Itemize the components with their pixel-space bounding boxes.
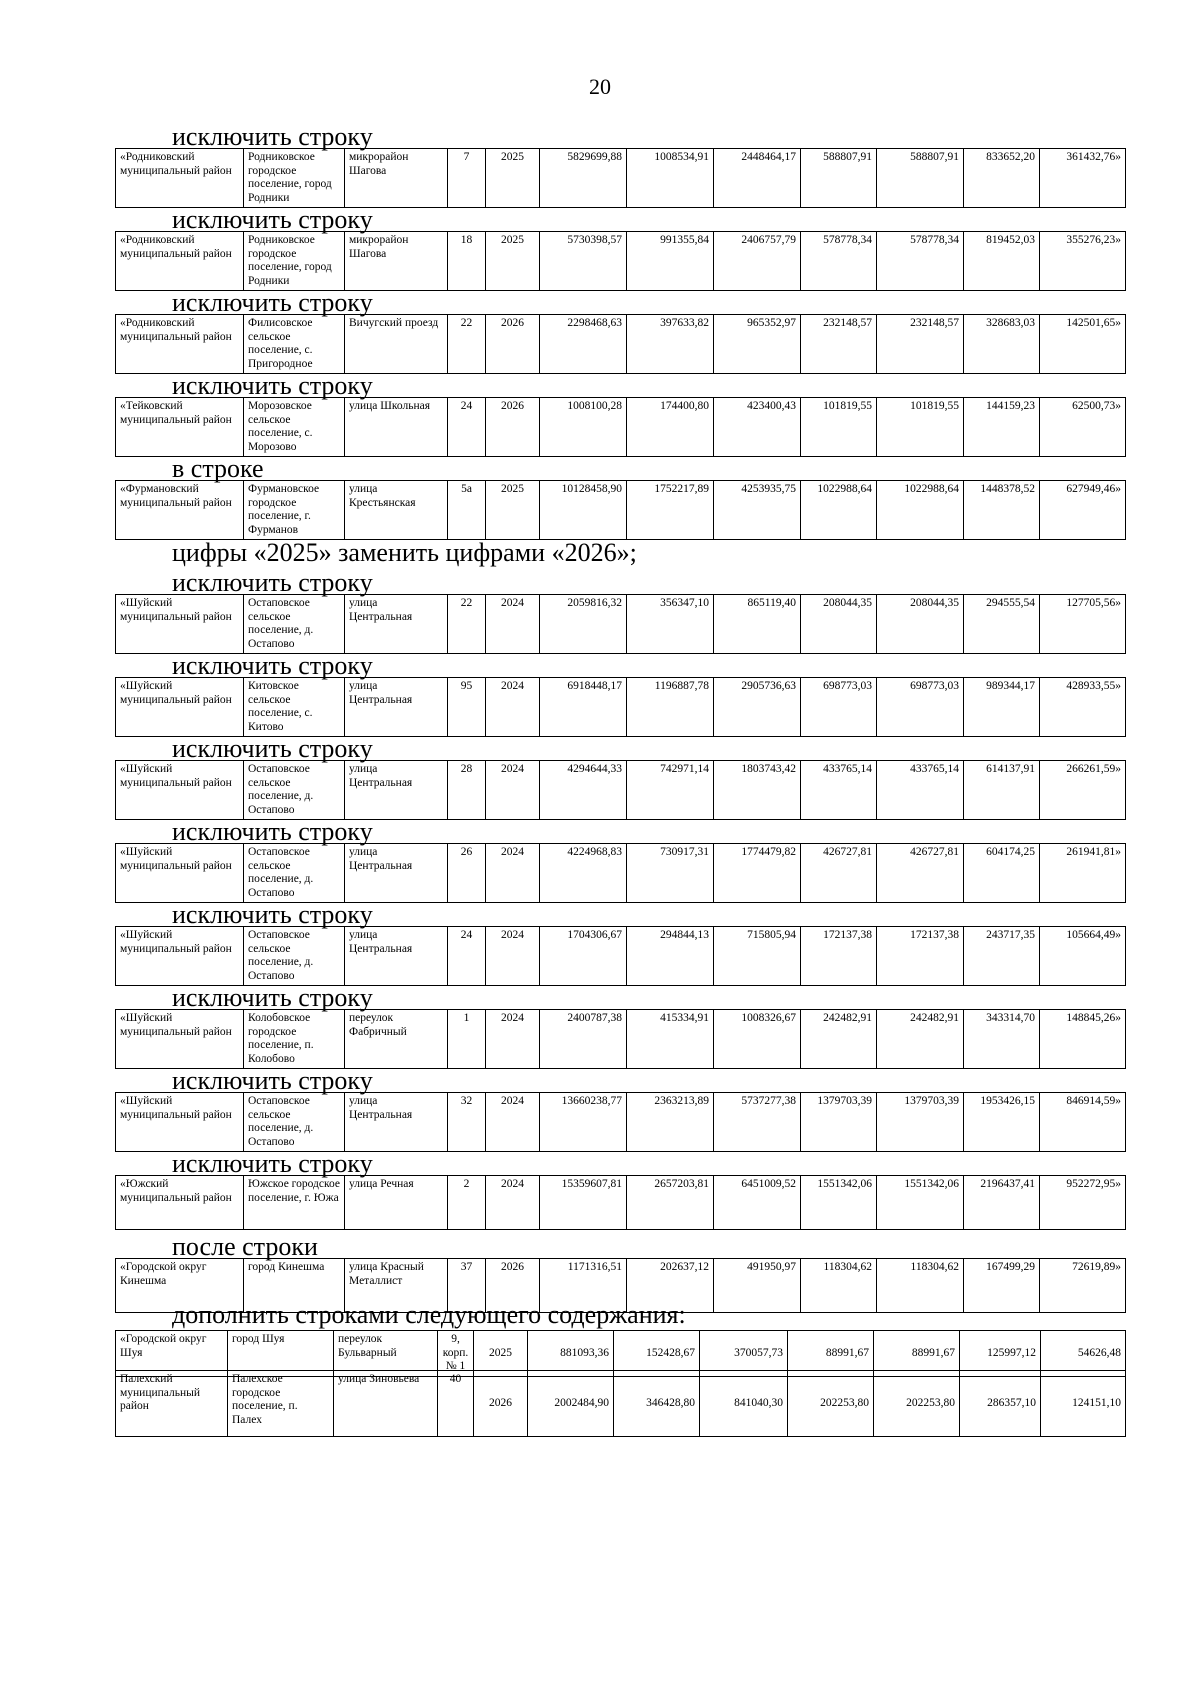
- table-cell: 95: [448, 678, 486, 737]
- table-cell: 118304,62: [801, 1259, 877, 1313]
- table-cell: 4294644,33: [540, 761, 627, 820]
- table-cell: 2026: [474, 1371, 528, 1437]
- table-cell: улица Речная: [345, 1176, 448, 1230]
- table-cell: 1: [448, 1010, 486, 1069]
- table-cell: 144159,23: [964, 398, 1040, 457]
- table-cell: 294555,54: [964, 595, 1040, 654]
- table-row: [116, 232, 1126, 291]
- table-row: [116, 315, 1126, 374]
- instruction-text: исключить строку: [172, 817, 373, 846]
- table-cell: 127705,56»: [1040, 595, 1126, 654]
- table-cell: 355276,23»: [1040, 232, 1126, 291]
- table-cell: 232148,57: [801, 315, 877, 374]
- table-cell: «Родниковский муниципальный район: [116, 232, 244, 291]
- instruction-text: исключить строку: [172, 1066, 373, 1095]
- table-cell: 2002484,90: [528, 1371, 614, 1437]
- table-cell: 1008100,28: [540, 398, 627, 457]
- table-cell: 1551342,06: [801, 1176, 877, 1230]
- table-cell: 2406757,79: [714, 232, 801, 291]
- table-cell: 952272,95»: [1040, 1176, 1126, 1230]
- table-cell: «Родниковский муниципальный район: [116, 149, 244, 208]
- table-cell: 370057,73: [700, 1331, 788, 1377]
- table-cell: 343314,70: [964, 1010, 1040, 1069]
- table-cell: Остаповское сельское поселение, д. Остапово: [244, 595, 345, 654]
- table-cell: 865119,40: [714, 595, 801, 654]
- table-cell: 833652,20: [964, 149, 1040, 208]
- table-cell: Филисовское сельское поселение, с. Пригородное: [244, 315, 345, 374]
- table-cell: 232148,57: [877, 315, 964, 374]
- table-cell: Родниковское городское поселение, город Родники: [244, 149, 345, 208]
- table-cell: «Шуйский муниципальный район: [116, 1093, 244, 1152]
- table-cell: 614137,91: [964, 761, 1040, 820]
- table-cell: 2905736,63: [714, 678, 801, 737]
- table-cell: 261941,81»: [1040, 844, 1126, 903]
- table-cell: 1196887,78: [627, 678, 714, 737]
- excluded-row-table: [115, 677, 1126, 737]
- table-cell: 18: [448, 232, 486, 291]
- table-cell: 491950,97: [714, 1259, 801, 1313]
- table-cell: 88991,67: [874, 1331, 960, 1377]
- table-cell: 698773,03: [877, 678, 964, 737]
- table-cell: 5829699,88: [540, 149, 627, 208]
- table-cell: 286357,10: [960, 1371, 1041, 1437]
- table-cell: улица Центральная: [345, 844, 448, 903]
- table-cell: 423400,43: [714, 398, 801, 457]
- table-cell: 604174,25: [964, 844, 1040, 903]
- excluded-row-table: [115, 397, 1126, 457]
- table-cell: 72619,89»: [1040, 1259, 1126, 1313]
- instruction-text: исключить строку: [172, 205, 373, 234]
- table-cell: 28: [448, 761, 486, 820]
- table-cell: переулок Бульварный: [334, 1331, 438, 1377]
- excluded-row-table: [115, 1175, 1126, 1230]
- excluded-row-table: [115, 148, 1126, 208]
- table-cell: Остаповское сельское поселение, д. Остапово: [244, 927, 345, 986]
- table-row: [116, 1176, 1126, 1230]
- table-cell: «Шуйский муниципальный район: [116, 761, 244, 820]
- table-cell: Палехское городское поселение, п. Палех: [228, 1371, 334, 1437]
- table-cell: 2024: [486, 595, 540, 654]
- table-cell: 588807,91: [877, 149, 964, 208]
- table-row: [116, 481, 1126, 540]
- table-cell: 101819,55: [801, 398, 877, 457]
- table-cell: 101819,55: [877, 398, 964, 457]
- table-cell: 1171316,51: [540, 1259, 627, 1313]
- table-cell: 2025: [486, 149, 540, 208]
- table-cell: 2024: [486, 678, 540, 737]
- table-cell: улица Центральная: [345, 678, 448, 737]
- table-cell: 202253,80: [874, 1371, 960, 1437]
- instruction-text: исключить строку: [172, 568, 373, 597]
- table-cell: 2059816,32: [540, 595, 627, 654]
- table-cell: 15359607,81: [540, 1176, 627, 1230]
- table-cell: 1704306,67: [540, 927, 627, 986]
- table-cell: улица Зиновьева: [334, 1371, 438, 1437]
- table-row: [116, 398, 1126, 457]
- table-cell: город Кинешма: [244, 1259, 345, 1313]
- table-cell: 202253,80: [788, 1371, 874, 1437]
- table-cell: Остаповское сельское поселение, д. Остапово: [244, 761, 345, 820]
- instruction-text: исключить строку: [172, 734, 373, 763]
- added-row-table: [115, 1370, 1126, 1437]
- table-cell: 1774479,82: [714, 844, 801, 903]
- table-cell: 2: [448, 1176, 486, 1230]
- table-cell: 125997,12: [960, 1331, 1041, 1377]
- instruction-text: цифры «2025» заменить цифрами «2026»;: [172, 538, 637, 567]
- table-cell: 167499,29: [964, 1259, 1040, 1313]
- excluded-row-table: [115, 1092, 1126, 1152]
- table-cell: 2025: [474, 1331, 528, 1377]
- table-cell: 1803743,42: [714, 761, 801, 820]
- table-cell: «Шуйский муниципальный район: [116, 678, 244, 737]
- table-cell: 152428,67: [614, 1331, 700, 1377]
- table-cell: 742971,14: [627, 761, 714, 820]
- table-row: [116, 595, 1126, 654]
- table-cell: 202637,12: [627, 1259, 714, 1313]
- table-cell: «Тейковский муниципальный район: [116, 398, 244, 457]
- excluded-row-table: [115, 843, 1126, 903]
- table-cell: 428933,55»: [1040, 678, 1126, 737]
- instruction-text: исключить строку: [172, 122, 373, 151]
- page-number: 20: [589, 74, 611, 99]
- instruction-text: исключить строку: [172, 983, 373, 1012]
- table-cell: 88991,67: [788, 1331, 874, 1377]
- table-cell: 172137,38: [801, 927, 877, 986]
- table-cell: «Шуйский муниципальный район: [116, 1010, 244, 1069]
- table-cell: «Южский муниципальный район: [116, 1176, 244, 1230]
- instruction-text: в строке: [172, 454, 264, 483]
- instruction-text: исключить строку: [172, 371, 373, 400]
- table-cell: 578778,34: [801, 232, 877, 291]
- table-cell: Колобовское городское поселение, п. Колобово: [244, 1010, 345, 1069]
- table-cell: 841040,30: [700, 1371, 788, 1437]
- table-cell: 2298468,63: [540, 315, 627, 374]
- table-cell: 26: [448, 844, 486, 903]
- table-cell: «Шуйский муниципальный район: [116, 927, 244, 986]
- table-cell: 2024: [486, 927, 540, 986]
- table-cell: 2657203,81: [627, 1176, 714, 1230]
- table-cell: 2025: [486, 232, 540, 291]
- table-cell: 1008326,67: [714, 1010, 801, 1069]
- instruction-text: исключить строку: [172, 900, 373, 929]
- table-cell: 5730398,57: [540, 232, 627, 291]
- table-cell: 2024: [486, 761, 540, 820]
- table-cell: 22: [448, 595, 486, 654]
- table-cell: 2026: [486, 1259, 540, 1313]
- table-row: [116, 1010, 1126, 1069]
- table-cell: 243717,35: [964, 927, 1040, 986]
- table-cell: 426727,81: [877, 844, 964, 903]
- table-cell: 2024: [486, 844, 540, 903]
- table-cell: 2196437,41: [964, 1176, 1040, 1230]
- table-cell: Фурмановское городское поселение, г. Фурманов: [244, 481, 345, 540]
- table-cell: микрорайон Шагова: [345, 232, 448, 291]
- table-cell: Южское городское поселение, г. Южа: [244, 1176, 345, 1230]
- table-row: [116, 927, 1126, 986]
- table-cell: 4253935,75: [714, 481, 801, 540]
- table-cell: 37: [448, 1259, 486, 1313]
- table-cell: Остаповское сельское поселение, д. Остапово: [244, 844, 345, 903]
- excluded-row-table: [115, 1009, 1126, 1069]
- table-cell: Морозовское сельское поселение, с. Морозово: [244, 398, 345, 457]
- table-cell: 397633,82: [627, 315, 714, 374]
- table-cell: 32: [448, 1093, 486, 1152]
- table-cell: 54626,48: [1041, 1331, 1126, 1377]
- table-cell: 5737277,38: [714, 1093, 801, 1152]
- table-cell: 881093,36: [528, 1331, 614, 1377]
- table-cell: 242482,91: [801, 1010, 877, 1069]
- table-cell: 7: [448, 149, 486, 208]
- table-cell: 242482,91: [877, 1010, 964, 1069]
- table-cell: 1752217,89: [627, 481, 714, 540]
- table-cell: 1022988,64: [801, 481, 877, 540]
- table-cell: 2026: [486, 398, 540, 457]
- table-cell: Вичугский проезд: [345, 315, 448, 374]
- table-cell: 1008534,91: [627, 149, 714, 208]
- table-cell: 24: [448, 398, 486, 457]
- table-cell: 172137,38: [877, 927, 964, 986]
- table-cell: 208044,35: [877, 595, 964, 654]
- table-cell: Родниковское городское поселение, город Родники: [244, 232, 345, 291]
- table-cell: 1551342,06: [877, 1176, 964, 1230]
- table-cell: 698773,03: [801, 678, 877, 737]
- table-cell: 588807,91: [801, 149, 877, 208]
- table-cell: 989344,17: [964, 678, 1040, 737]
- excluded-row-table: [115, 480, 1126, 540]
- table-cell: 266261,59»: [1040, 761, 1126, 820]
- table-cell: «Городской округ Кинешма: [116, 1259, 244, 1313]
- table-row: [116, 149, 1126, 208]
- table-cell: 148845,26»: [1040, 1010, 1126, 1069]
- table-cell: 846914,59»: [1040, 1093, 1126, 1152]
- table-row: [116, 678, 1126, 737]
- table-cell: 2400787,38: [540, 1010, 627, 1069]
- table-cell: 1379703,39: [801, 1093, 877, 1152]
- table-cell: 2025: [486, 481, 540, 540]
- table-cell: 1953426,15: [964, 1093, 1040, 1152]
- table-cell: 24: [448, 927, 486, 986]
- table-cell: Китовское сельское поселение, с. Китово: [244, 678, 345, 737]
- table-row: [116, 844, 1126, 903]
- table-cell: 346428,80: [614, 1371, 700, 1437]
- table-cell: 22: [448, 315, 486, 374]
- table-cell: 118304,62: [877, 1259, 964, 1313]
- instruction-text: исключить строку: [172, 651, 373, 680]
- table-cell: 40: [438, 1371, 474, 1437]
- instruction-text: исключить строку: [172, 1149, 373, 1178]
- table-cell: 174400,80: [627, 398, 714, 457]
- table-cell: 433765,14: [801, 761, 877, 820]
- table-row: [116, 761, 1126, 820]
- table-cell: 6918448,17: [540, 678, 627, 737]
- table-cell: 328683,03: [964, 315, 1040, 374]
- table-cell: 142501,65»: [1040, 315, 1126, 374]
- table-cell: город Шуя: [228, 1331, 334, 1377]
- table-cell: 2026: [486, 315, 540, 374]
- table-cell: 819452,03: [964, 232, 1040, 291]
- table-cell: 6451009,52: [714, 1176, 801, 1230]
- excluded-row-table: [115, 926, 1126, 986]
- table-cell: 2363213,89: [627, 1093, 714, 1152]
- table-cell: 124151,10: [1041, 1371, 1126, 1437]
- table-cell: Палехский муниципальный район: [116, 1371, 228, 1437]
- table-cell: 10128458,90: [540, 481, 627, 540]
- table-cell: 2024: [486, 1176, 540, 1230]
- table-cell: улица Школьная: [345, 398, 448, 457]
- excluded-row-table: [115, 314, 1126, 374]
- table-cell: 1022988,64: [877, 481, 964, 540]
- table-cell: улица Центральная: [345, 927, 448, 986]
- table-cell: «Шуйский муниципальный район: [116, 595, 244, 654]
- table-cell: 361432,76»: [1040, 149, 1126, 208]
- table-cell: 9, корп. № 1: [438, 1331, 474, 1377]
- table-cell: 62500,73»: [1040, 398, 1126, 457]
- table-cell: улица Центральная: [345, 1093, 448, 1152]
- table-cell: 105664,49»: [1040, 927, 1126, 986]
- table-cell: 356347,10: [627, 595, 714, 654]
- table-cell: 208044,35: [801, 595, 877, 654]
- table-cell: «Шуйский муниципальный район: [116, 844, 244, 903]
- table-cell: 2024: [486, 1093, 540, 1152]
- table-cell: улица Красный Металлист: [345, 1259, 448, 1313]
- table-row: [116, 1371, 1126, 1437]
- table-cell: 991355,84: [627, 232, 714, 291]
- table-cell: 294844,13: [627, 927, 714, 986]
- table-cell: 1379703,39: [877, 1093, 964, 1152]
- table-cell: улица Центральная: [345, 761, 448, 820]
- table-cell: 2448464,17: [714, 149, 801, 208]
- table-cell: улица Крестьянская: [345, 481, 448, 540]
- table-row: [116, 1093, 1126, 1152]
- excluded-row-table: [115, 231, 1126, 291]
- table-cell: 4224968,83: [540, 844, 627, 903]
- instruction-text: после строки: [172, 1232, 318, 1261]
- table-cell: микрорайон Шагова: [345, 149, 448, 208]
- table-cell: «Фурмановский муниципальный район: [116, 481, 244, 540]
- table-cell: 730917,31: [627, 844, 714, 903]
- table-cell: 2024: [486, 1010, 540, 1069]
- excluded-row-table: [115, 594, 1126, 654]
- table-cell: переулок Фабричный: [345, 1010, 448, 1069]
- table-cell: «Городской округ Шуя: [116, 1331, 228, 1377]
- table-cell: 433765,14: [877, 761, 964, 820]
- excluded-row-table: [115, 760, 1126, 820]
- table-cell: улица Центральная: [345, 595, 448, 654]
- table-cell: 578778,34: [877, 232, 964, 291]
- table-cell: 1448378,52: [964, 481, 1040, 540]
- table-cell: 715805,94: [714, 927, 801, 986]
- table-cell: 5а: [448, 481, 486, 540]
- table-cell: 415334,91: [627, 1010, 714, 1069]
- table-cell: «Родниковский муниципальный район: [116, 315, 244, 374]
- table-cell: 627949,46»: [1040, 481, 1126, 540]
- instruction-text: дополнить строками следующего содержания:: [172, 1300, 686, 1329]
- table-cell: 13660238,77: [540, 1093, 627, 1152]
- table-cell: 965352,97: [714, 315, 801, 374]
- table-cell: Остаповское сельское поселение, д. Остапово: [244, 1093, 345, 1152]
- instruction-text: исключить строку: [172, 288, 373, 317]
- table-cell: 426727,81: [801, 844, 877, 903]
